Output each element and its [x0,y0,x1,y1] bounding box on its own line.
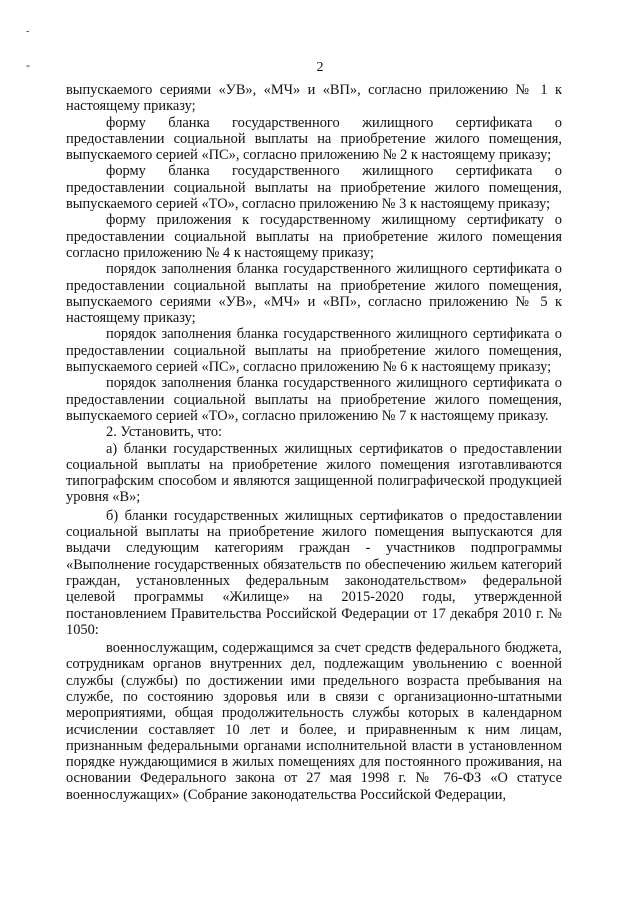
paragraph: порядок заполнения бланка государственного жилищного сертификата о предоставлении социальной выплаты на приобретение жилого помещения, выпускаемого серией «ПС», согласно приложению № 6 к настоящему приказу; [66,326,562,376]
margin-mark: " [26,64,31,75]
paragraph: а) бланки государственных жилищных сертификатов о предоставлении социальной выплаты на приобретение жилого помещения изготавливаются типографским способом и являются защищенной полиграфической продукцией уровня «В»; [66,440,562,506]
paragraph: порядок заполнения бланка государственного жилищного сертификата о предоставлении социальной выплаты на приобретение жилого помещения, выпускаемого серией «ТО», согласно приложению № 7 к настоящему приказу. [66,375,562,424]
paragraph: форму бланка государственного жилищного сертификата о предоставлении социальной выплаты на приобретение жилого помещения, выпускаемого серией «ПС», согласно приложению № 2 к настоящему приказу; [66,114,562,164]
paragraph: выпускаемого сериями «УВ», «МЧ» и «ВП», согласно приложению № 1 к настоящему приказу; [66,82,562,115]
page-number: 2 [316,60,324,75]
paragraph: форму приложения к государственному жилищному сертификату о предоставлении социальной выплаты на приобретение жилого помещения согласно приложению № 4 к настоящему приказу; [66,212,562,261]
paragraph: форму бланка государственного жилищного сертификата о предоставлении социальной выплаты на приобретение жилого помещения, выпускаемого серией «ТО», согласно приложению № 3 к настоящему приказу; [66,163,562,213]
paragraph: военнослужащим, содержащимся за счет средств федерального бюджета, сотрудникам органов внутренних дел, подлежащим увольнению с военной службы (службы) по достижении ими предельного возраста пребывания на службе, по состоянию здоровья или в связи с организационно-штатными мероприятиями, общая продолжительность службы которых в календарном исчислении составляет 10 лет и более, и приравненным к ним лицам, признанным федеральными органами исполнительной власти в установленном порядке нуждающимися в жилых помещениях для постоянного проживания, на основании Федерального закона от 27 мая 1998 г. № 76-ФЗ «О статусе военнослужащих» (Собрание законодательства Российской Федерации, [66,640,562,803]
document-body [66,82,562,803]
margin-mark: - [26,26,30,37]
paragraph: порядок заполнения бланка государственного жилищного сертификата о предоставлении социальной выплаты на приобретение жилого помещения, выпускаемого сериями «УВ», «МЧ» и «ВП», согласно приложению № 5 к настоящему приказу; [66,261,562,327]
paragraph: 2. Установить, что: [106,424,223,441]
paragraph: б) бланки государственных жилищных сертификатов о предоставлении социальной выплаты на приобретение жилого помещения выпускаются для выдачи следующим категориям граждан - участников подпрограммы «Выполнение государственных обязательств по обеспечению жильем категорий граждан, установленных федеральным законодательством» федеральной целевой программы «Жилище» на 2015-2020 годы, утвержденной постановлением Правительства Российской Федерации от 17 декабря 2010 г. № 1050: [66,507,562,638]
